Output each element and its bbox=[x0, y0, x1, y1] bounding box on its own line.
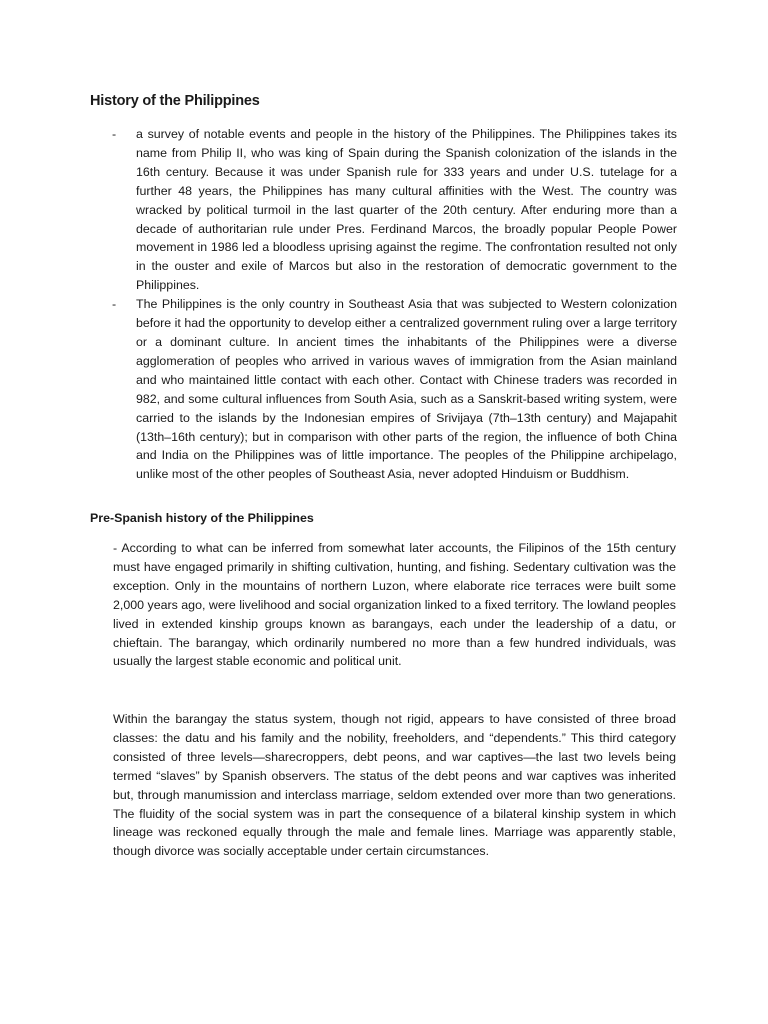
document-title: History of the Philippines bbox=[90, 93, 260, 109]
list-item-text: The Philippines is the only country in Southeast Asia that was subjected to Western colonization before it had the opportunity to develop either a centralized government ruling over a large territory or a dominant culture. In ancient times the inhabitants of the Philippines were a diverse agglomeration of peoples who arrived in various waves of immigration from the Asian mainland and who maintained little contact with each other. Contact with Chinese traders was recorded in 982, and some cultural influences from South Asia, such as a Sanskrit-based writing system, were carried to the islands by the Indonesian empires of Srivijaya (7th–13th century) and Majapahit (13th–16th century); but in comparison with other parts of the region, the influence of both China and India on the Philippines was of little importance. The peoples of the Philippine archipelago, unlike most of the other peoples of Southeast Asia, never adopted Hinduism or Buddhism. bbox=[136, 297, 677, 482]
list-item-text: a survey of notable events and people in the history of the Philippines. The Philippines takes its name from Philip II, who was king of Spain during the Spanish colonization of the islands in the 16th century. Because it was under Spanish rule for 333 years and under U.S. tutelage for a further 48 years, the Philippines has many cultural affinities with the West. The country was wracked by political turmoil in the last quarter of the 20th century. After enduring more than a decade of authoritarian rule under Pres. Ferdinand Marcos, the broadly popular People Power movement in 1986 led a bloodless uprising against the regime. The confrontation resulted not only in the ouster and exile of Marcos but also in the restoration of democratic government to the Philippines. bbox=[136, 127, 677, 293]
section-heading: Pre-Spanish history of the Philippines bbox=[90, 511, 314, 525]
bullet-list bbox=[112, 125, 677, 484]
bullet-dash: - bbox=[112, 297, 117, 312]
list-item bbox=[112, 125, 677, 295]
body-paragraph: Within the barangay the status system, though not rigid, appears to have consisted of three broad classes: the datu and his family and the nobility, freeholders, and “dependents.” This third category consisted of three levels—sharecroppers, debt peons, and war captives—the last two levels being termed “slaves” by Spanish observers. The status of the debt peons and war captives was inherited but, through manumission and interclass marriage, seldom extended over more than two generations. The fluidity of the social system was in part the consequence of a bilateral kinship system in which lineage was reckoned equally through the male and female lines. Marriage was apparently stable, though divorce was socially acceptable under certain circumstances. bbox=[113, 712, 676, 859]
bullet-dash: - bbox=[112, 127, 117, 141]
body-paragraph: - According to what can be inferred from somewhat later accounts, the Filipinos of the 15th century must have engaged primarily in shifting cultivation, hunting, and fishing. Sedentary cultivation was the exception. Only in the mountains of northern Luzon, where elaborate rice terraces were built some 2,000 years ago, were livelihood and social organization linked to a fixed territory. The lowland peoples lived in extended kinship groups known as barangays, each under the leadership of a datu, or chieftain. The barangay, which ordinarily numbered no more than a few hundred individuals, was usually the largest stable economic and political unit. bbox=[113, 541, 676, 669]
list-item bbox=[112, 295, 677, 484]
